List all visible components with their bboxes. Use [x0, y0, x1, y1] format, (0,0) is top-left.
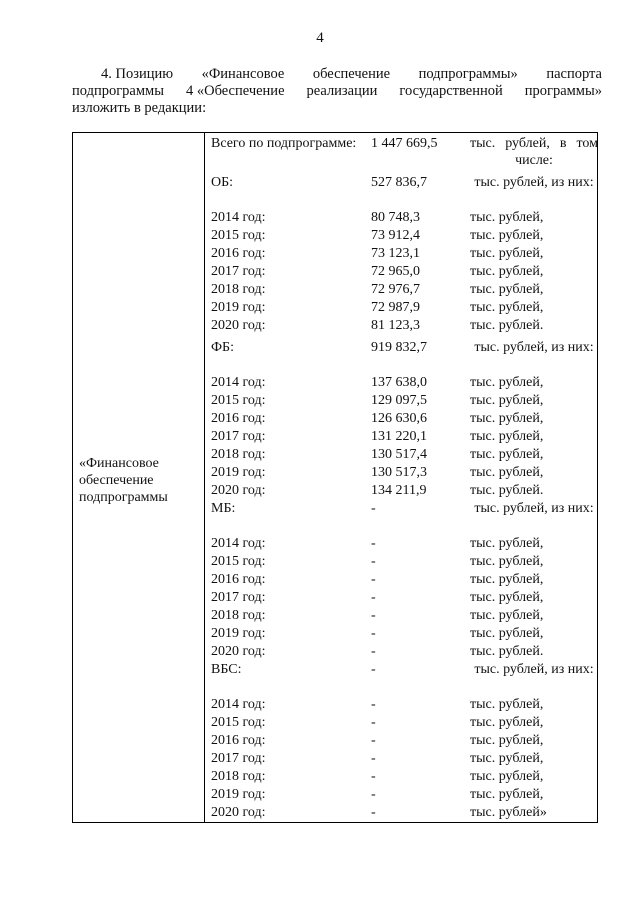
row-amount: 80 748,3 [371, 210, 420, 225]
row-label: 2016 год: [211, 733, 266, 748]
row-unit: тыс. рублей. [470, 318, 544, 333]
row-label: 2015 год: [211, 228, 266, 243]
row-amount: 73 912,4 [371, 228, 420, 243]
funding-table [72, 132, 598, 823]
row-label: 2017 год: [211, 751, 266, 766]
table-row [204, 500, 597, 535]
row-amount: - [371, 501, 376, 516]
table-row [204, 299, 597, 317]
row-unit: тыс. рублей, [470, 590, 544, 605]
row-amount: 919 832,7 [371, 340, 427, 355]
table-row [204, 245, 597, 263]
intro-line-3: изложить в редакции: [72, 100, 207, 116]
row-label: 2019 год: [211, 787, 266, 802]
table-row [204, 786, 597, 804]
row-amount: 129 097,5 [371, 393, 427, 408]
table-row [204, 281, 597, 299]
row-unit: тыс. рублей, [470, 787, 544, 802]
row-label: 2015 год: [211, 715, 266, 730]
row-label: ФБ: [211, 340, 234, 355]
row-unit: тыс. рублей, [470, 608, 544, 623]
table-row [204, 768, 597, 786]
row-amount: 72 965,0 [371, 264, 420, 279]
row-amount: - [371, 608, 376, 623]
row-amount: 130 517,4 [371, 447, 427, 462]
row-unit: тыс. рублей, [470, 733, 544, 748]
row-amount: - [371, 697, 376, 712]
table-row [204, 714, 597, 732]
row-label: 2017 год: [211, 590, 266, 605]
section-label: «Финансовое обеспечение подпрограммы [79, 456, 168, 505]
row-label: 2020 год: [211, 805, 266, 820]
intro-word: 4 «Обеспечение [185, 83, 285, 99]
table-row [204, 661, 597, 696]
table-row [204, 446, 597, 464]
row-label: 2014 год: [211, 697, 266, 712]
table-row [204, 643, 597, 661]
row-label: 2020 год: [211, 318, 266, 333]
row-unit: тыс. рублей, [470, 246, 544, 261]
row-unit: тыс. рублей, [470, 264, 544, 279]
row-amount: - [371, 805, 376, 820]
table-row [204, 410, 597, 428]
row-amount: - [371, 554, 376, 569]
intro-line-1 [72, 66, 602, 83]
row-unit: тыс. рублей, [470, 429, 544, 444]
row-amount: - [371, 769, 376, 784]
row-label: 2017 год: [211, 264, 266, 279]
row-label: 2018 год: [211, 608, 266, 623]
row-unit: тыс. рублей, [470, 572, 544, 587]
table-row [204, 209, 597, 227]
row-unit: тыс. рублей, [470, 447, 544, 462]
row-unit: тыс. рублей, [470, 282, 544, 297]
table-row [204, 535, 597, 553]
row-unit: тыс. рублей. [470, 483, 544, 498]
intro-word: подпрограммы» [418, 66, 518, 82]
row-label: 2014 год: [211, 210, 266, 225]
row-label: 2016 год: [211, 246, 266, 261]
row-amount: - [371, 572, 376, 587]
row-amount: 130 517,3 [371, 465, 427, 480]
row-label: 2017 год: [211, 429, 266, 444]
row-unit: тыс. рублей, из них: [474, 662, 594, 677]
row-label: 2019 год: [211, 300, 266, 315]
row-unit: тыс. рублей, [470, 751, 544, 766]
table-row [204, 732, 597, 750]
row-amount: - [371, 733, 376, 748]
row-amount: - [371, 590, 376, 605]
row-unit: тыс. рублей, [470, 769, 544, 784]
intro-word: государственной [399, 83, 503, 99]
table-row [204, 227, 597, 245]
table-row [204, 135, 597, 170]
intro-word: 4. Позицию [101, 66, 174, 82]
row-label: 2018 год: [211, 769, 266, 784]
row-unit: тыс. рублей, [470, 393, 544, 408]
row-label: 2019 год: [211, 626, 266, 641]
row-amount: 72 976,7 [371, 282, 420, 297]
row-label: Всего по подпрограмме: [211, 136, 357, 151]
row-amount: 131 220,1 [371, 429, 427, 444]
row-unit: тыс. рублей, [470, 210, 544, 225]
table-row [204, 339, 597, 374]
table-row [204, 374, 597, 392]
row-amount: 81 123,3 [371, 318, 420, 333]
row-amount: 1 447 669,5 [371, 136, 438, 151]
row-label: ОБ: [211, 175, 234, 190]
row-amount: - [371, 626, 376, 641]
row-amount: - [371, 715, 376, 730]
row-amount: 73 123,1 [371, 246, 420, 261]
table-row [204, 625, 597, 643]
intro-word: подпрограммы [72, 83, 164, 99]
row-unit: тыс. рублей, [470, 554, 544, 569]
table-row [204, 263, 597, 281]
row-unit: тыс. рублей, из них: [474, 175, 594, 190]
intro-word: «Финансовое [201, 66, 285, 82]
row-label: 2018 год: [211, 282, 266, 297]
row-label: 2015 год: [211, 393, 266, 408]
table-row [204, 696, 597, 714]
row-amount: 137 638,0 [371, 375, 427, 390]
intro-word: паспорта [546, 66, 602, 82]
row-label: 2020 год: [211, 644, 266, 659]
row-label: 2016 год: [211, 572, 266, 587]
table-row [204, 464, 597, 482]
row-label: 2014 год: [211, 375, 266, 390]
row-unit: тыс. рублей, [470, 228, 544, 243]
row-unit: тыс. рублей, [470, 411, 544, 426]
intro-paragraph [72, 66, 602, 117]
page-number: 4 [316, 30, 324, 46]
row-unit: тыс. рублей, из них: [474, 501, 594, 516]
funding-rows [204, 135, 597, 822]
intro-word: обеспечение [312, 66, 391, 82]
table-row [204, 804, 597, 822]
table-row [204, 428, 597, 446]
row-label: 2020 год: [211, 483, 266, 498]
row-unit: тыс. рублей, [470, 715, 544, 730]
table-row [204, 174, 597, 209]
row-label: 2019 год: [211, 465, 266, 480]
row-unit: тыс. рублей. [470, 644, 544, 659]
row-amount: - [371, 787, 376, 802]
table-row [204, 392, 597, 410]
row-label: 2016 год: [211, 411, 266, 426]
row-label: 2018 год: [211, 447, 266, 462]
row-unit: тыс. рублей, [470, 465, 544, 480]
row-label: 2015 год: [211, 554, 266, 569]
row-amount: 72 987,9 [371, 300, 420, 315]
table-row [204, 750, 597, 768]
row-unit: тыс. рублей, в том числе: [470, 136, 598, 168]
intro-word: реализации [306, 83, 378, 99]
row-unit: тыс. рублей, [470, 300, 544, 315]
row-label: ВБС: [211, 662, 242, 677]
row-amount: - [371, 751, 376, 766]
row-amount: 134 211,9 [371, 483, 427, 498]
table-row [204, 482, 597, 500]
table-row [204, 607, 597, 625]
table-row [204, 571, 597, 589]
row-amount: - [371, 644, 376, 659]
row-unit: тыс. рублей, [470, 626, 544, 641]
row-amount: 527 836,7 [371, 175, 427, 190]
row-amount: - [371, 662, 376, 677]
table-row [204, 589, 597, 607]
table-row [204, 317, 597, 335]
intro-word: программы» [524, 83, 602, 99]
row-label: 2014 год: [211, 536, 266, 551]
row-amount: 126 630,6 [371, 411, 427, 426]
row-unit: тыс. рублей, из них: [474, 340, 594, 355]
row-unit: тыс. рублей, [470, 536, 544, 551]
row-unit: тыс. рублей, [470, 375, 544, 390]
row-unit: тыс. рублей, [470, 697, 544, 712]
row-label: МБ: [211, 501, 236, 516]
table-row [204, 553, 597, 571]
intro-line-2 [72, 83, 602, 100]
row-amount: - [371, 536, 376, 551]
row-unit: тыс. рублей» [470, 805, 547, 820]
